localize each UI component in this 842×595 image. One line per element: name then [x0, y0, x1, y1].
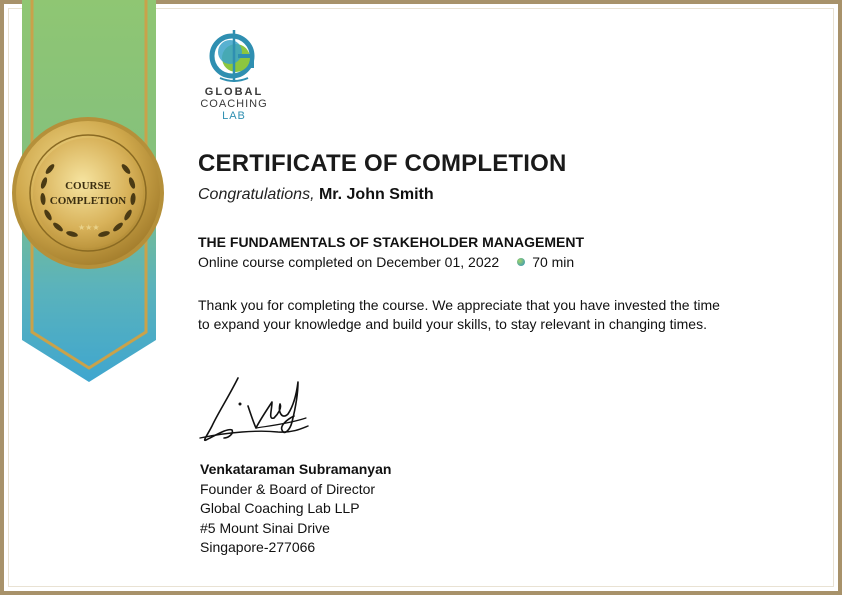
seal-line1: COURSE: [65, 180, 111, 192]
congratulations-line: [198, 186, 434, 204]
thank-you-message: [198, 296, 808, 334]
certificate-title: CERTIFICATE OF COMPLETION: [198, 150, 567, 177]
seal-stars-icon: [78, 223, 100, 232]
signer-role: Founder & Board of Director: [200, 480, 376, 497]
message-line2: to expand your knowledge and build your skills, to stay relevant in changing times.: [198, 316, 707, 332]
signer-address-line2: Singapore-277066: [200, 539, 316, 555]
svg-text:★★★: ★★★: [78, 223, 100, 232]
congratulations-label: Congratulations,: [198, 186, 315, 203]
handwritten-signature: [198, 368, 313, 450]
message-line1: Thank you for completing the course. We appreciate that you have invested the time: [198, 297, 720, 313]
course-completion-line: [198, 254, 574, 270]
duration-dot-icon: [517, 258, 525, 266]
signer-company: Global Coaching Lab LLP: [200, 500, 360, 516]
recipient-name: Mr. John Smith: [318, 186, 434, 203]
logo-line2: COACHING: [200, 98, 268, 110]
global-coaching-lab-logo: [198, 28, 270, 122]
completion-date-text: Online course completed on December 01, 2022: [198, 254, 500, 270]
course-duration: 70 min: [532, 254, 575, 270]
logo-line1: GLOBAL: [204, 86, 264, 98]
signer-address-line1: #5 Mount Sinai Drive: [200, 519, 330, 536]
signer-block: [200, 460, 391, 558]
completion-ribbon: [10, 0, 180, 390]
seal-line2: COMPLETION: [49, 195, 127, 207]
logo-line3: LAB: [222, 110, 246, 122]
course-title: THE FUNDAMENTALS OF STAKEHOLDER MANAGEMENT: [198, 234, 585, 250]
globe-g-logo-icon: [208, 28, 260, 84]
gold-seal: [12, 117, 164, 269]
signer-name: Venkataraman Subramanyan: [200, 461, 392, 477]
